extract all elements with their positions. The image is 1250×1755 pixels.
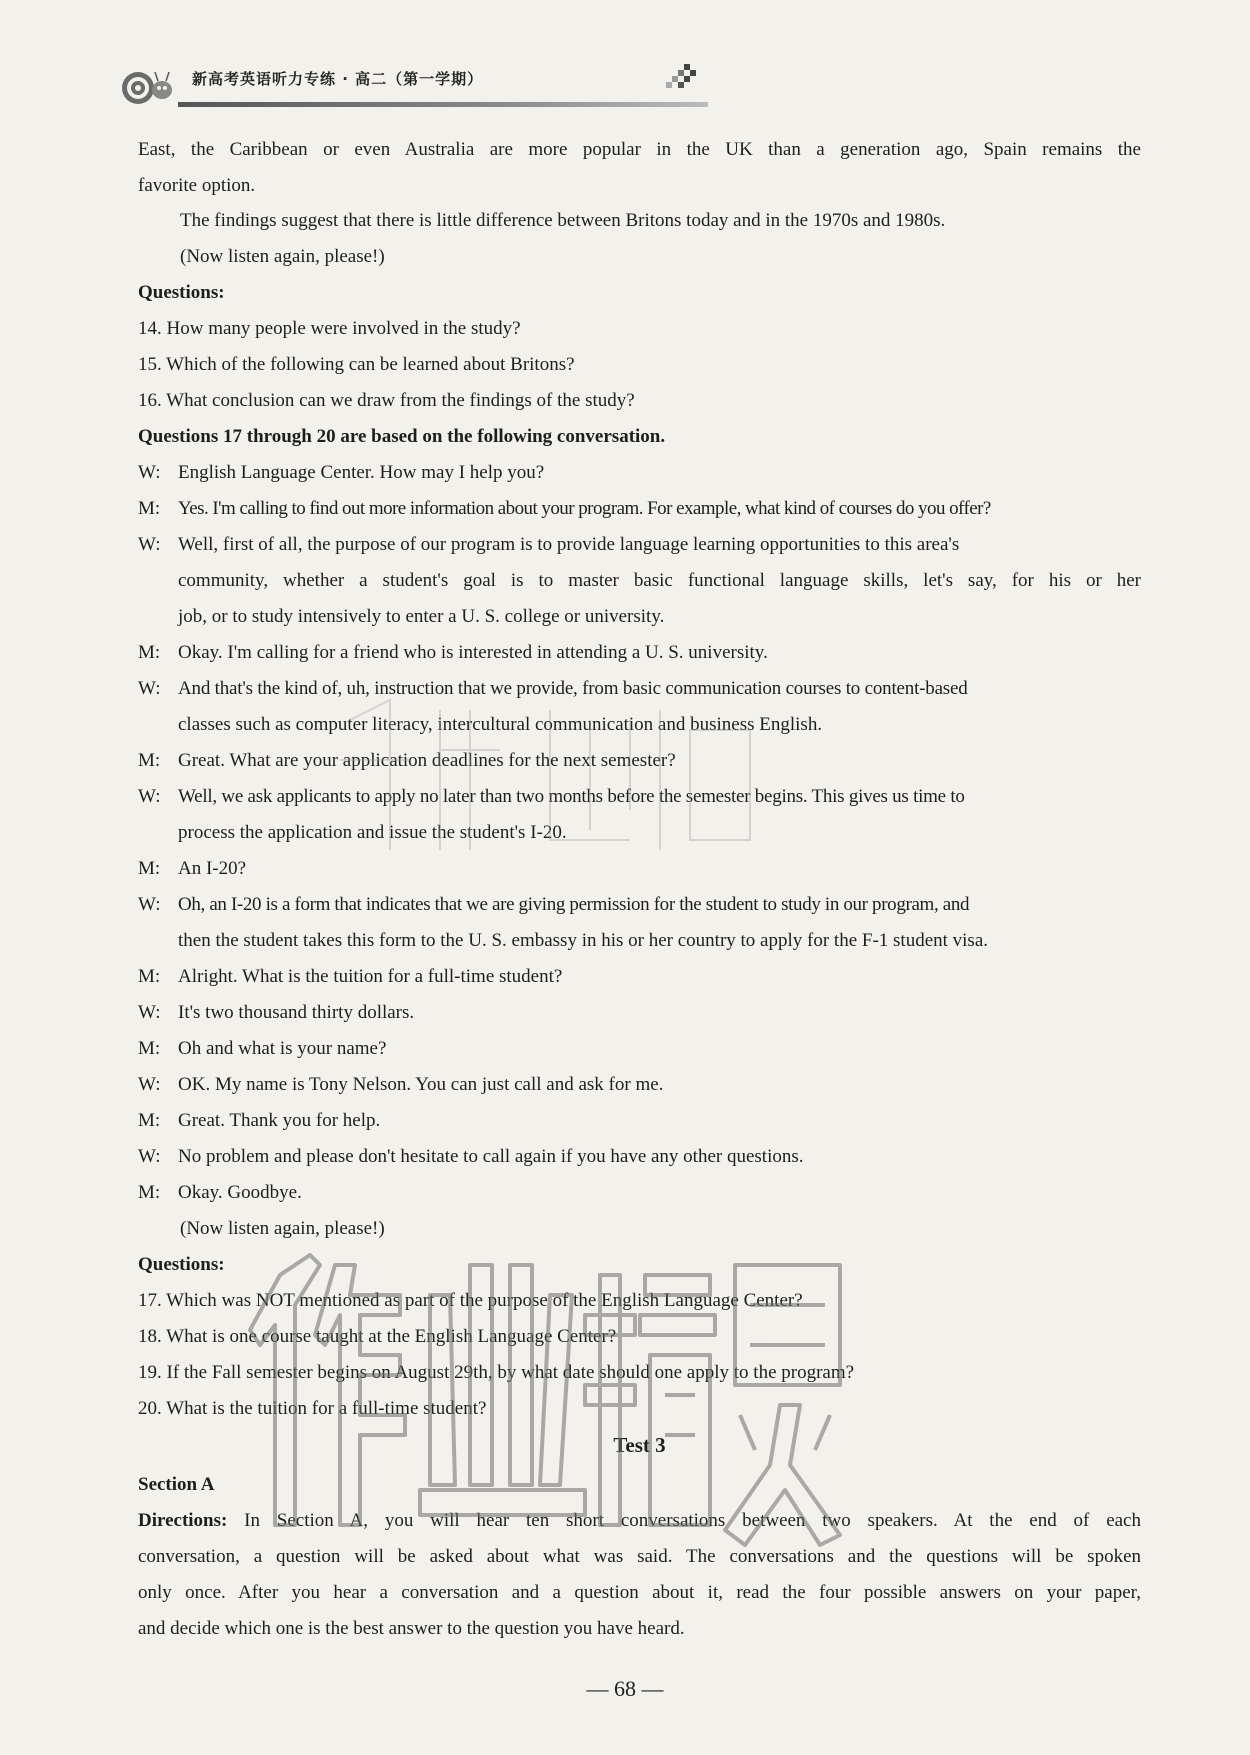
dialogue-line: M: Yes. I'm calling to find out more information about your program. For example, what kind of courses do you offer? <box>138 498 991 519</box>
dialogue-continuation: community, whether a student's goal is to master basic functional language skills, let's say, for his or her <box>178 570 1141 591</box>
directions-line: conversation, a question will be asked about what was said. The conversations and the questions will be spoken <box>138 1546 1141 1567</box>
listen-again-note: (Now listen again, please!) <box>180 246 385 267</box>
directions-label: Directions: <box>138 1510 228 1531</box>
dialogue-line: W: English Language Center. How may I help you? <box>138 462 545 483</box>
dialogue-line: M: An I-20? <box>138 858 247 879</box>
question-item: 20. What is the tuition for a full-time student? <box>138 1398 487 1419</box>
watermark-logo <box>240 1235 860 1555</box>
snail-logo-icon <box>118 66 190 106</box>
directions-line: and decide which one is the best answer to the question you have heard. <box>138 1618 685 1639</box>
section-heading: Section A <box>138 1474 215 1495</box>
speaker-label: W: <box>138 462 161 483</box>
question-item: 17. Which was NOT mentioned as part of the purpose of the English Language Center? <box>138 1290 803 1311</box>
question-item: 15. Which of the following can be learned about Britons? <box>138 354 575 375</box>
dialogue-line: W: Oh, an I-20 is a form that indicates that we are giving permission for the student to study in our program, and <box>138 894 970 915</box>
dialogue-line: M: Great. What are your application deadlines for the next semester? <box>138 750 676 771</box>
dialogue-line: W: And that's the kind of, uh, instruction that we provide, from basic communication courses to content-based <box>138 678 968 699</box>
speaker-label: M: <box>138 966 161 987</box>
speaker-label: W: <box>138 678 161 699</box>
dialogue-continuation: classes such as computer literacy, intercultural communication and business English. <box>178 714 823 735</box>
dialogue-line: M: Okay. Goodbye. <box>138 1182 302 1203</box>
dialogue-line: W: Well, first of all, the purpose of our program is to provide language learning opportunities to this area's <box>138 534 960 555</box>
question-item: 18. What is one course taught at the English Language Center? <box>138 1326 617 1347</box>
speaker-label: M: <box>138 1038 161 1059</box>
header-rule <box>178 102 708 107</box>
questions-heading: Questions: <box>138 1254 225 1275</box>
dialogue-continuation: then the student takes this form to the U. S. embassy in his or her country to apply for the F-1 student visa. <box>178 930 989 951</box>
dialogue-line: W: OK. My name is Tony Nelson. You can just call and ask for me. <box>138 1074 664 1095</box>
conversation-heading: Questions 17 through 20 are based on the following conversation. <box>138 426 666 447</box>
speaker-label: W: <box>138 894 161 915</box>
text-line: favorite option. <box>138 175 256 196</box>
dialogue-line: W: It's two thousand thirty dollars. <box>138 1002 415 1023</box>
speaker-label: W: <box>138 786 161 807</box>
dialogue-continuation: process the application and issue the student's I-20. <box>178 822 567 843</box>
checker-deco-icon <box>658 64 698 94</box>
question-item: 19. If the Fall semester begins on August 29th, by what date should one apply to the program? <box>138 1362 855 1383</box>
speaker-label: M: <box>138 1110 161 1131</box>
directions-line: Directions: In Section A, you will hear ten short conversations between two speakers. At the end of each <box>138 1510 1141 1531</box>
dialogue-line: M: Alright. What is the tuition for a full-time student? <box>138 966 563 987</box>
speaker-label: W: <box>138 1074 161 1095</box>
dialogue-line: W: No problem and please don't hesitate to call again if you have any other questions. <box>138 1146 804 1167</box>
dialogue-line: M: Okay. I'm calling for a friend who is interested in attending a U. S. university. <box>138 642 768 663</box>
listen-again-note: (Now listen again, please!) <box>180 1218 385 1239</box>
test-title: Test 3 <box>613 1433 666 1457</box>
speaker-label: M: <box>138 642 161 663</box>
page-header <box>118 62 598 110</box>
question-item: 14. How many people were involved in the study? <box>138 318 521 339</box>
speaker-label: M: <box>138 1182 161 1203</box>
questions-heading: Questions: <box>138 282 225 303</box>
speaker-label: M: <box>138 858 161 879</box>
dialogue-line: M: Oh and what is your name? <box>138 1038 387 1059</box>
question-item: 16. What conclusion can we draw from the findings of the study? <box>138 390 635 411</box>
dialogue-line: M: Great. Thank you for help. <box>138 1110 381 1131</box>
speaker-label: W: <box>138 1002 161 1023</box>
speaker-label: W: <box>138 1146 161 1167</box>
page-number: — 68 — <box>586 1676 664 1701</box>
dialogue-line: W: Well, we ask applicants to apply no later than two months before the semester begins. This gives us time to <box>138 786 965 807</box>
text-line: East, the Caribbean or even Australia are more popular in the UK than a generation ago, Spain remains the <box>138 139 1141 160</box>
watermark-ghost-icon <box>330 690 780 860</box>
dialogue-continuation: job, or to study intensively to enter a U. S. college or university. <box>178 606 665 627</box>
speaker-label: M: <box>138 498 161 519</box>
speaker-label: W: <box>138 534 161 555</box>
header-title: 新高考英语听力专练 · 高二（第一学期） <box>192 70 484 88</box>
text-line: The findings suggest that there is little difference between Britons today and in the 1970s and 1980s. <box>180 210 946 231</box>
directions-line: only once. After you hear a conversation and a question about it, read the four possible answers on your paper, <box>138 1582 1141 1603</box>
speaker-label: M: <box>138 750 161 771</box>
